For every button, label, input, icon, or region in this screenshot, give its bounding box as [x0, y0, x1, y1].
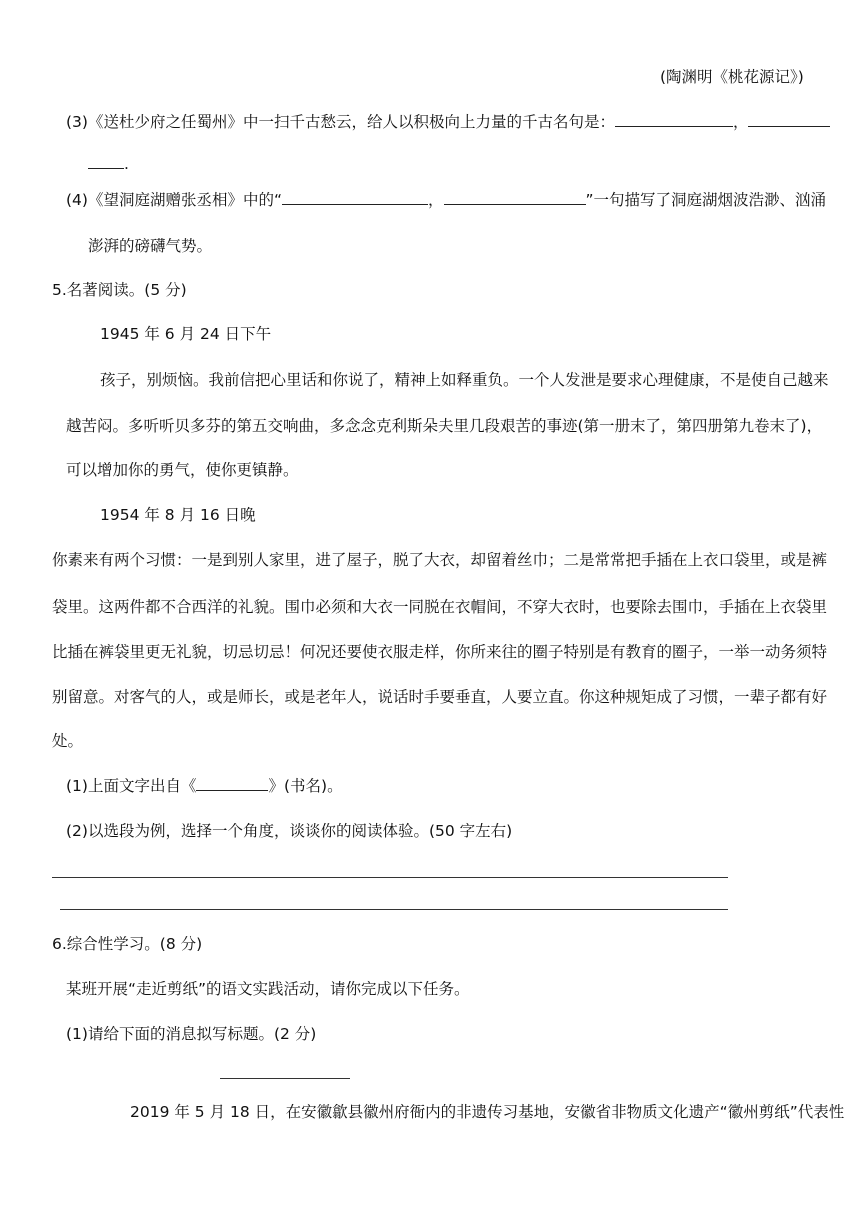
letter-date: 1954 年 8 月 16 日晚: [100, 506, 256, 524]
passage-line: 你素来有两个习惯：一是到别人家里，进了屋子，脱了大衣，却留着丝巾；二是常常把手插在上衣口袋里，或是裤: [52, 551, 828, 569]
answer-line[interactable]: [52, 877, 728, 878]
question-4-cont: 澎湃的磅礴气势。: [88, 237, 213, 255]
title-blank[interactable]: [220, 1078, 350, 1079]
question-6-1: (1)请给下面的消息拟写标题。(2 分): [66, 1025, 317, 1043]
answer-blank[interactable]: [196, 776, 268, 791]
passage-line: 比插在裤袋里更无礼貌，切忌切忌！何况还要使衣服走样，你所来往的圈子特别是有教育的圈子，一举一动务须特: [52, 643, 828, 661]
answer-line[interactable]: [60, 909, 728, 910]
answer-blank[interactable]: [444, 190, 586, 205]
question-3-text: (3)《送杜少府之任蜀州》中一扫千古愁云，给人以积极向上力量的千古名句是：: [66, 113, 615, 131]
passage-line: 越苦闷。多听听贝多芬的第五交响曲，多念念克利斯朵夫里几段艰苦的事迹(第一册末了，第四册第九卷末了)，: [66, 417, 823, 435]
passage-line: 别留意。对客气的人，或是师长，或是老年人，说话时手要垂直，人要立直。你这种规矩成了习惯，一辈子都有好: [52, 688, 828, 706]
answer-blank[interactable]: [88, 154, 124, 169]
letter-date: 1945 年 6 月 24 日下午: [100, 325, 272, 343]
question-5-1: (1)上面文字出自《 》(书名)。: [66, 777, 343, 795]
answer-blank[interactable]: [615, 112, 733, 127]
news-line: 2019 年 5 月 18 日，在安徽歙县徽州府衙内的非遗传习基地，安徽省非物质文化遗产“徽州剪纸”代表性: [130, 1103, 845, 1121]
answer-blank[interactable]: [748, 112, 830, 127]
passage-line: 可以增加你的勇气，使你更镇静。: [66, 461, 299, 479]
passage-line: 袋里。这两件都不合西洋的礼貌。围巾必须和大衣一同脱在衣帽间，不穿大衣时，也要除去围巾，手插在上衣袋里: [52, 598, 828, 616]
question-5-2: (2)以选段为例，选择一个角度，谈谈你的阅读体验。(50 字左右): [66, 822, 513, 840]
section-6-intro: 某班开展“走近剪纸”的语文实践活动，请你完成以下任务。: [66, 980, 470, 998]
passage-line: 孩子，别烦恼。我前信把心里话和你说了，精神上如释重负。一个人发泄是要求心理健康，不是使自己越来: [100, 371, 829, 389]
citation: (陶渊明《桃花源记》): [660, 68, 804, 86]
answer-blank[interactable]: [282, 190, 428, 205]
passage-line: 处。: [52, 732, 84, 750]
question-4: (4)《望洞庭湖赠张丞相》中的“ ， ”一句描写了洞庭湖烟波浩渺、汹涌: [66, 191, 827, 209]
section-5-title: 5.名著阅读。(5 分): [52, 281, 187, 299]
question-3-cont: .: [88, 154, 129, 174]
section-6-title: 6.综合性学习。(8 分): [52, 935, 203, 953]
question-3: (3)《送杜少府之任蜀州》中一扫千古愁云，给人以积极向上力量的千古名句是： ，: [66, 112, 830, 132]
